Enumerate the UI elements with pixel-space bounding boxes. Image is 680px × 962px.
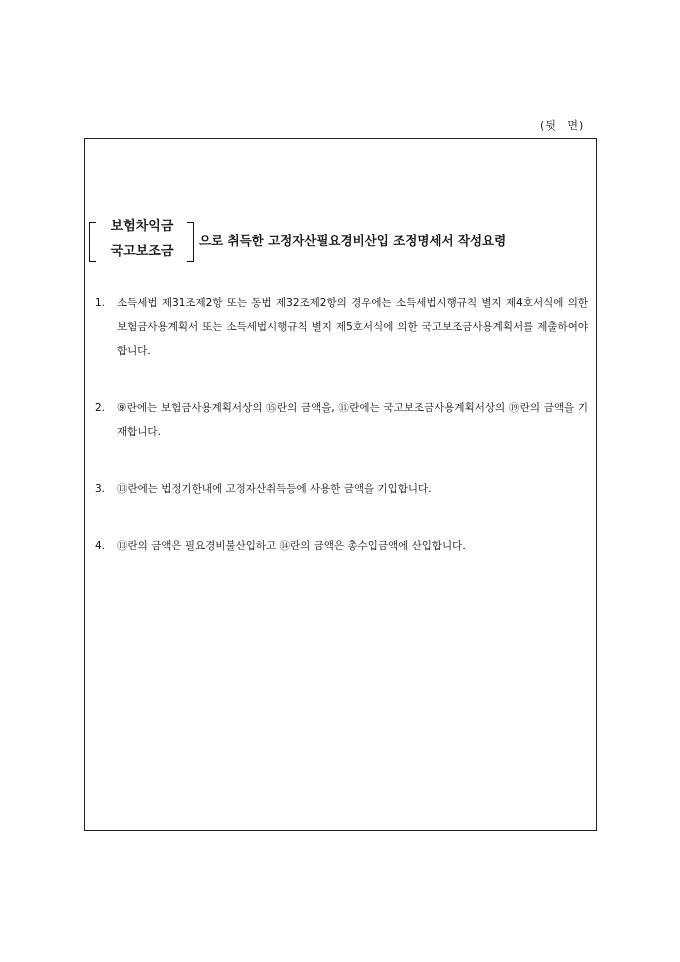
item-number: 3. <box>95 483 106 495</box>
page-side-label: (뒷 면) <box>540 119 585 132</box>
title-main-text: 으로 취득한 고정자산필요경비산입 조정명세서 작성요령 <box>199 233 507 248</box>
bracketed-terms <box>89 219 195 265</box>
instruction-item <box>95 534 588 558</box>
item-number: 1. <box>95 297 106 309</box>
left-bracket <box>89 222 96 262</box>
item-text: ⑬란의 금액은 필요경비불산입하고 ⑭란의 금액은 총수입금액에 산입합니다. <box>117 540 466 552</box>
document-frame <box>84 138 597 831</box>
bracket-term-state-subsidy: 국고보조금 <box>110 244 174 259</box>
instruction-list <box>95 291 588 591</box>
instruction-item <box>95 477 588 501</box>
document-title <box>89 219 594 265</box>
item-number: 4. <box>95 540 106 552</box>
right-bracket <box>187 222 194 262</box>
item-text: 소득세법 제31조제2항 또는 동법 제32조제2항의 경우에는 소득세법시행규칙 별지 제4호서식에 의한 보험금사용계획서 또는 소득세법시행규칙 별지 제5호서식에 의한 국고보조금사용계획서를 제출하여야 합니다. <box>117 297 588 357</box>
instruction-item <box>95 291 588 363</box>
instruction-item <box>95 396 588 444</box>
item-number: 2. <box>95 402 106 414</box>
item-text: ⑨란에는 보험금사용계획서상의 ⑮란의 금액을, ⑪란에는 국고보조금사용계획서상의 ⑲란의 금액을 기재합니다. <box>117 402 588 438</box>
bracket-term-insurance-gain: 보험차익금 <box>110 219 174 234</box>
item-text: ⑬란에는 법정기한내에 고정자산취득등에 사용한 금액을 기입합니다. <box>117 483 432 495</box>
